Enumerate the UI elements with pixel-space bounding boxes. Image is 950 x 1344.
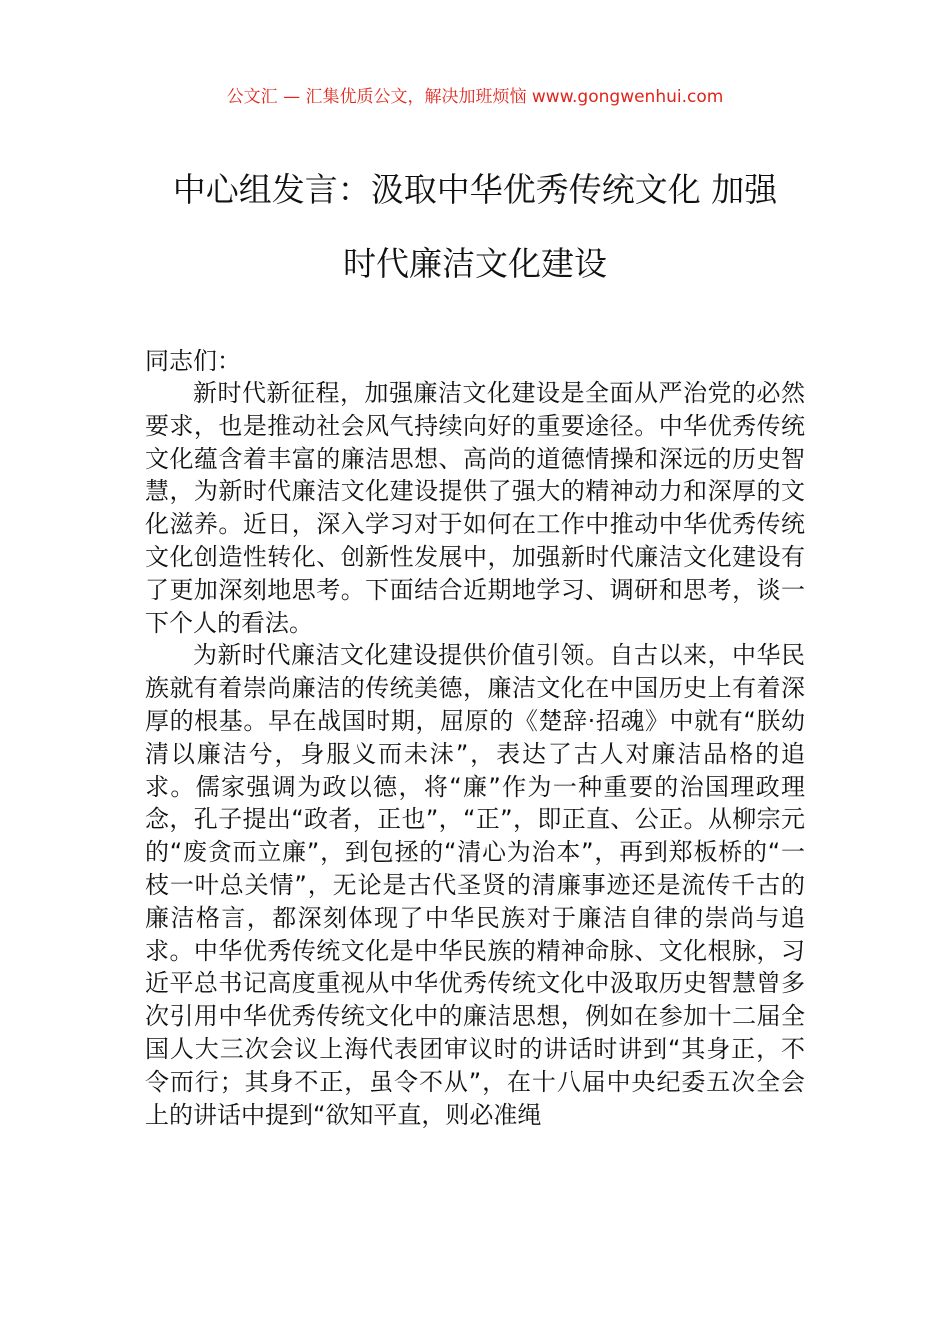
paragraph-intro: 新时代新征程，加强廉洁文化建设是全面从严治党的必然要求，也是推动社会风气持续向好的重要途径。中华优秀传统文化蕴含着丰富的廉洁思想、高尚的道德情操和深远的历史智慧，为新时代廉洁文化建设提供了强大的精神动力和深厚的文化滋养。近日，深入学习对于如何在工作中推动中华优秀传统文化创造性转化、创新性发展中，加强新时代廉洁文化建设有了更加深刻地思考。下面结合近期地学习、调研和思考，谈一下个人的看法。 [145,379,805,637]
title-line-1: 中心组发言：汲取中华优秀传统文化 加强 [172,170,778,209]
title-line-2: 时代廉洁文化建设 [343,244,607,283]
document-title [120,168,830,286]
greeting: 同志们： [145,347,241,375]
paragraph-value-guidance: 为新时代廉洁文化建设提供价值引领。自古以来，中华民族就有着崇尚廉洁的传统美德，廉洁文化在中国历史上有着深厚的根基。早在战国时期，屈原的《楚辞·招魂》中就有“朕幼清以廉洁兮，身服义而未沬”，表达了古人对廉洁品格的追求。儒家强调为政以德，将“廉”作为一种重要的治国理政理念，孔子提出“政者，正也”，“正”，即正直、公正。从柳宗元的“废贪而立廉”，到包拯的“清心为治本”，再到郑板桥的“一枝一叶总关情”，无论是古代圣贤的清廉事迹还是流传千古的廉洁格言，都深刻体现了中华民族对于廉洁自律的崇尚与追求。中华优秀传统文化是中华民族的精神命脉、文化根脉，习近平总书记高度重视从中华优秀传统文化中汲取历史智慧曾多次引用中华优秀传统文化中的廉洁思想，例如在参加十二届全国人大三次会议上海代表团审议时的讲话时讲到“其身正，不令而行；其身不正，虽令不从”，在十八届中央纪委五次全会上的讲话中提到“欲知平直，则必准绳 [145,641,805,1129]
site-banner: 公文汇 — 汇集优质公文，解决加班烦恼 www.gongwenhui.com [226,87,724,107]
document-body [145,345,805,1131]
